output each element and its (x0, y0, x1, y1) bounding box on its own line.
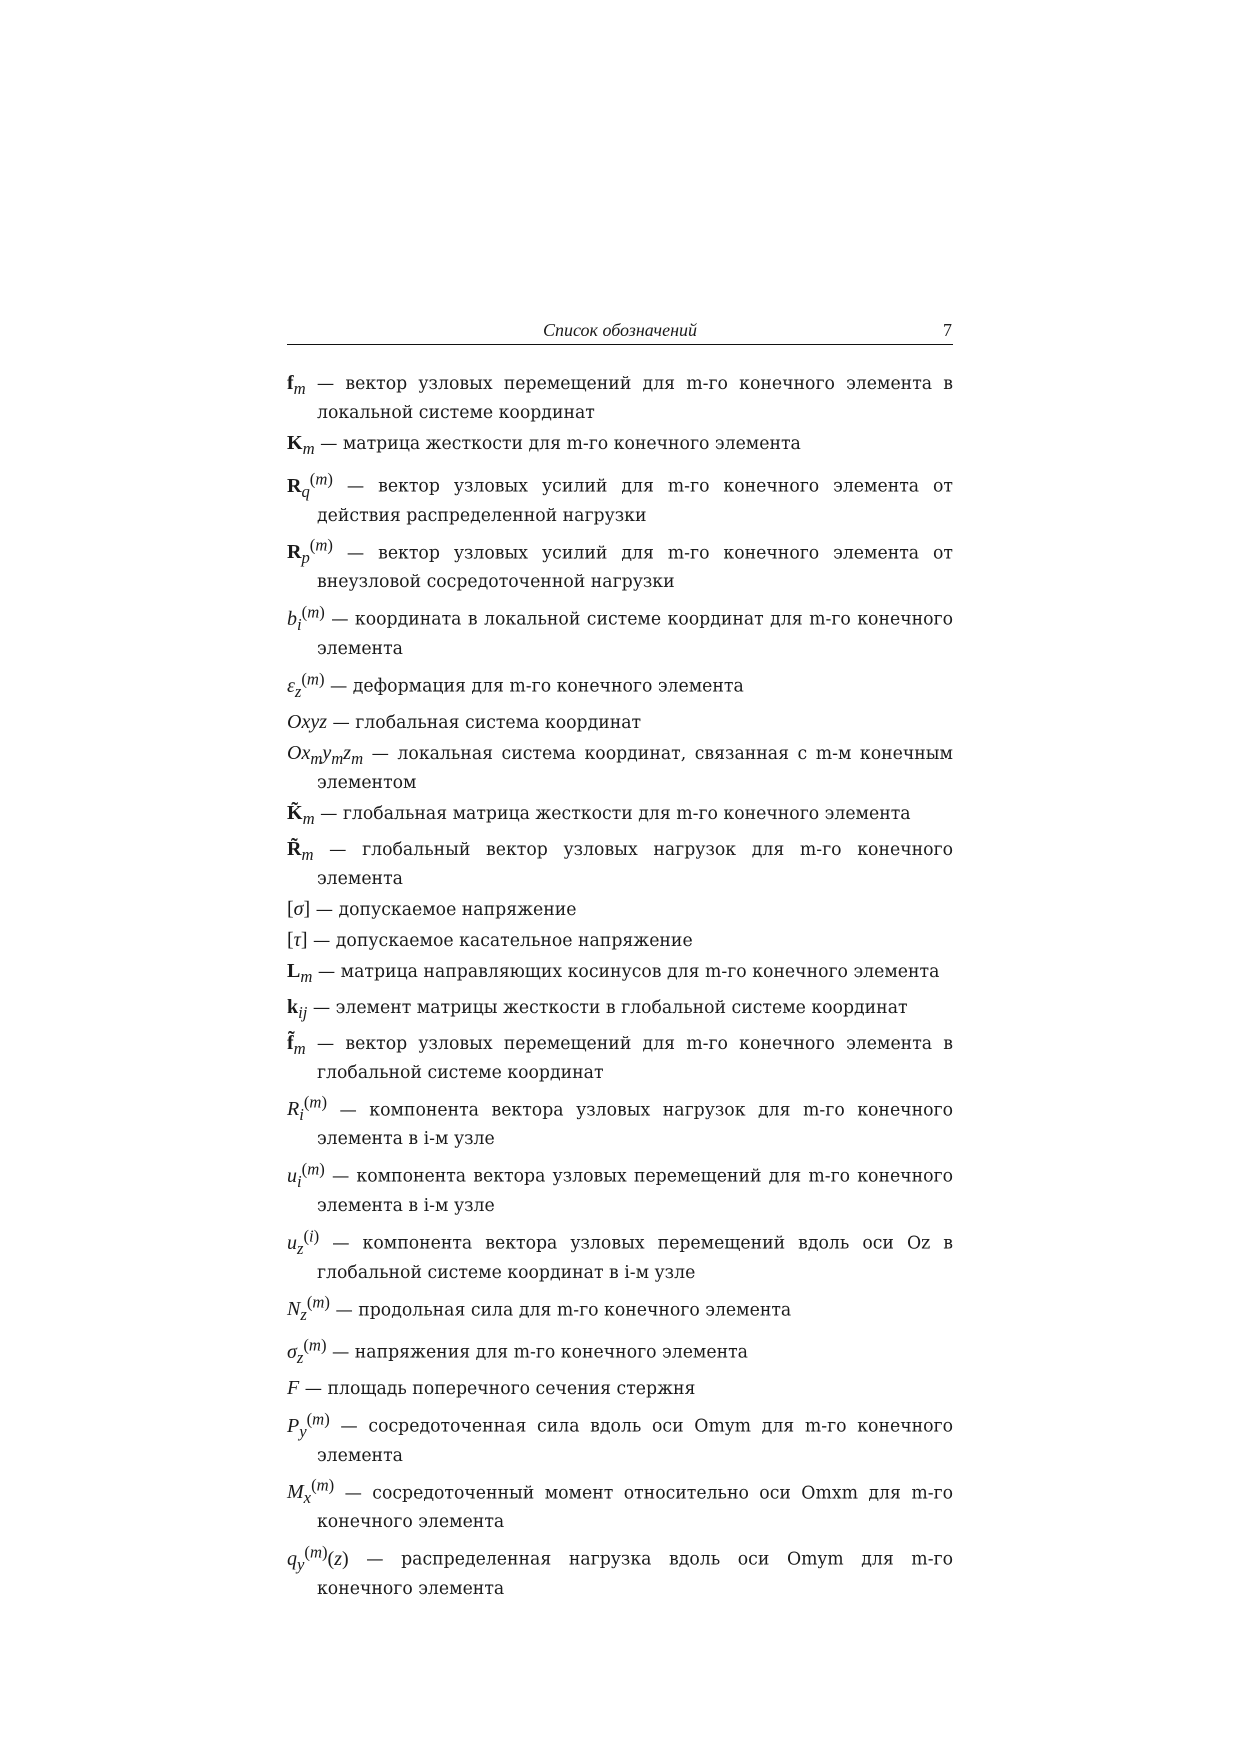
notation-symbol: $f̃_m$ (287, 1031, 306, 1058)
notation-entry-sigma-z-m (287, 1333, 953, 1370)
notation-description: — распределенная нагрузка вдоль оси Omym для m-го конечного элемента (317, 1549, 953, 1599)
notation-symbol: $u_i^{(m)}$ (287, 1159, 325, 1191)
notation-description: — допускаемое касательное напряжение (307, 930, 693, 951)
notation-description: — площадь поперечного сечения стержня (299, 1378, 696, 1399)
notation-entry-Oxyz (287, 710, 953, 735)
notation-description: — глобальная матрица жесткости для m-го конечного элемента (314, 803, 911, 824)
notation-list (287, 371, 953, 1607)
notation-description: — продольная сила для m-го конечного элемента (329, 1300, 792, 1321)
notation-entry-K-tilde-m (287, 801, 953, 831)
notation-symbol: $R_p^{(m)}$ (287, 535, 333, 568)
notation-entry-R-q-m (287, 467, 953, 528)
notation-entry-f-tilde-m (287, 1031, 953, 1085)
notation-entry-b-i-m (287, 600, 953, 661)
notation-description: — компонента вектора узловых перемещений вдоль оси Oz в глобальной системе координат в i-м узле (317, 1233, 953, 1283)
notation-description: — напряжения для m-го конечного элемента (326, 1342, 748, 1363)
page-number: 7 (943, 320, 952, 340)
notation-symbol: $u_z^{(i)}$ (287, 1225, 320, 1258)
notation-description: — глобальная система координат (326, 712, 642, 733)
notation-entry-u-i-m (287, 1157, 953, 1218)
notation-symbol: $b_i^{(m)}$ (287, 602, 325, 634)
notation-entry-R-p-m (287, 534, 953, 595)
notation-description: — вектор узловых перемещений для m-го конечного элемента в локальной системе координат (305, 374, 953, 423)
notation-entry-R-i-m (287, 1091, 953, 1152)
notation-symbol: $R̃_m$ (287, 837, 314, 864)
notation-symbol: $q_y^{(m)}(z)$ (287, 1542, 349, 1574)
notation-description: — сосредоточенный момент относительно оси Omxm для m-го конечного элемента (317, 1483, 953, 1533)
notation-entry-F (287, 1376, 953, 1401)
notation-symbol: $P_y^{(m)}$ (287, 1408, 330, 1441)
notation-entry-tau-allow (287, 928, 953, 953)
notation-entry-sigma-allow (287, 897, 953, 922)
notation-symbol: F (287, 1376, 300, 1399)
notation-entry-k-ij (287, 995, 953, 1025)
notation-description: — компонента вектора узловых нагрузок для m-го конечного элемента в i-м узле (317, 1100, 953, 1150)
notation-description: — локальная система координат, связанная с m-м конечным элементом (317, 743, 953, 793)
notation-entry-N-z-m (287, 1291, 953, 1328)
notation-symbol: $L_m$ (287, 959, 313, 986)
notation-description: — допускаемое напряжение (310, 899, 577, 920)
notation-entry-f-m (287, 371, 953, 425)
notation-entry-L-m (287, 959, 953, 989)
notation-symbol: $K_m$ (287, 432, 315, 458)
notation-symbol: $R_i^{(m)}$ (287, 1092, 327, 1125)
notation-entry-Oxmymzm (287, 741, 953, 795)
notation-entry-eps-z-m (287, 667, 953, 704)
notation-description: — координата в локальной системе координат для m-го конечного элемента (317, 609, 953, 659)
notation-description: — матрица направляющих косинусов для m-го конечного элемента (312, 961, 940, 982)
notation-symbol: $\sigma_z^{(m)}$ (287, 1335, 327, 1367)
notation-entry-R-tilde-m (287, 837, 953, 891)
running-title: Список обозначений (542, 320, 698, 340)
notation-description: — компонента вектора узловых перемещений для m-го конечного элемента в i-м узле (317, 1166, 953, 1216)
notation-symbol: [σ] (287, 897, 311, 920)
notation-description: — вектор узловых усилий для m-го конечного элемента от внеузловой сосредоточенной нагрузки (317, 543, 953, 593)
notation-symbol: Oxyz (287, 710, 327, 733)
notation-symbol: [τ] (287, 928, 308, 951)
notation-symbol: $R_q^{(m)}$ (287, 469, 333, 501)
notation-entry-q-y-m (287, 1540, 953, 1601)
notation-symbol: $k_{ij}$ (287, 995, 308, 1022)
notation-symbol: $\varepsilon_z^{(m)}$ (287, 668, 325, 701)
notation-symbol: $K̃_m$ (287, 801, 315, 828)
notation-entry-u-z-i (287, 1224, 953, 1285)
notation-description: — деформация для m-го конечного элемента (324, 676, 744, 697)
notation-description: — вектор узловых усилий для m-го конечного элемента от действия распределенной нагрузки (317, 476, 953, 526)
notation-description: — вектор узловых перемещений для m-го конечного элемента в глобальной системе координат (305, 1033, 953, 1083)
notation-description: — элемент матрицы жесткости в глобальной системе координат (307, 997, 908, 1018)
notation-symbol: $M_x^{(m)}$ (287, 1475, 335, 1508)
notation-entry-K-m (287, 431, 953, 461)
notation-description: — сосредоточенная сила вдоль оси Omym для m-го конечного элемента (317, 1416, 953, 1466)
notation-entry-M-x-m (287, 1474, 953, 1535)
notation-description: — матрица жесткости для m-го конечного элемента (314, 434, 801, 454)
running-header (287, 320, 953, 345)
notation-description: — глобальный вектор узловых нагрузок для m-го конечного элемента (313, 839, 953, 889)
notation-symbol: $N_z^{(m)}$ (287, 1292, 330, 1325)
notation-symbol: $Ox_my_mz_m$ (287, 741, 364, 768)
notation-entry-P-y-m (287, 1407, 953, 1468)
notation-symbol: $f_m$ (287, 372, 306, 398)
